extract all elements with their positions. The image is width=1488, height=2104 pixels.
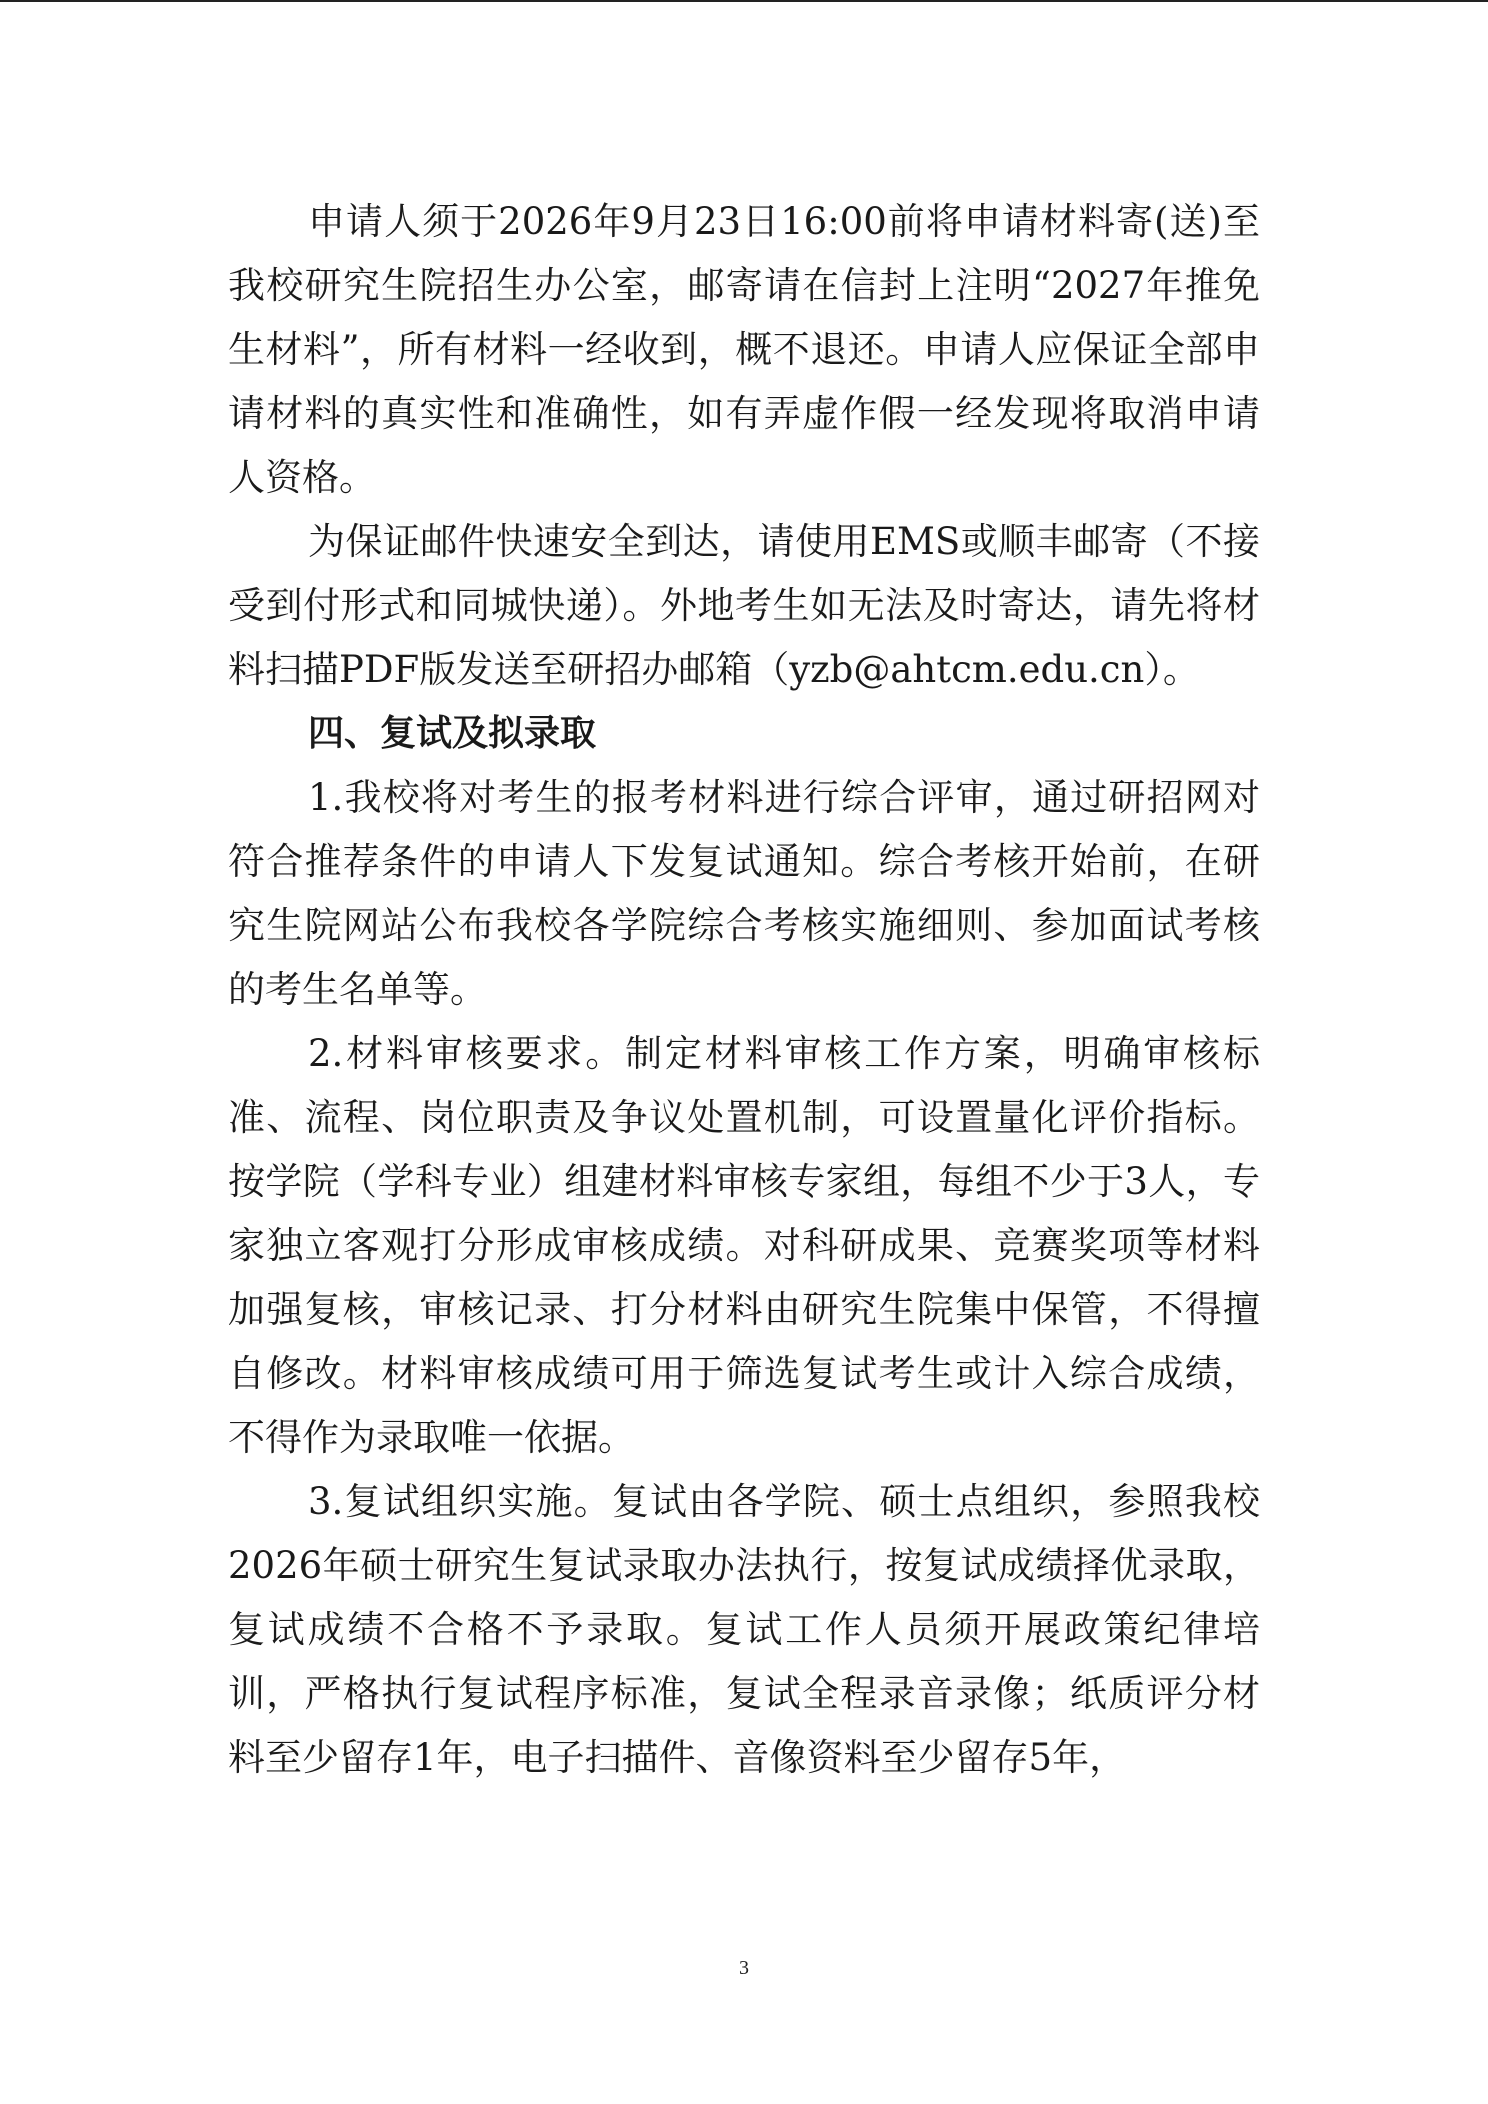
paragraph-material-review-requirements: 2.材料审核要求。制定材料审核工作方案，明确审核标准、流程、岗位职责及争议处置机制，可设置量化评价指标。按学院（学科专业）组建材料审核专家组，每组不少于3人，专家独立客观打分形成审核成绩。对科研成果、竞赛奖项等材料加强复核，审核记录、打分材料由研究生院集中保管，不得擅自修改。材料审核成绩可用于筛选复试考生或计入综合成绩，不得作为录取唯一依据。 xyxy=(228,1032,1260,1459)
paragraph-retest-implementation: 3.复试组织实施。复试由各学院、硕士点组织，参照我校2026年硕士研究生复试录取办法执行，按复试成绩择优录取，复试成绩不合格不予录取。复试工作人员须开展政策纪律培训，严格执行复试程序标准，复试全程录音录像；纸质评分材料至少留存1年，电子扫描件、音像资料至少留存5年， xyxy=(228,1480,1260,1779)
page-number: 3 xyxy=(739,1957,749,1979)
paragraph-comprehensive-review: 1.我校将对考生的报考材料进行综合评审，通过研招网对符合推荐条件的申请人下发复试通知。综合考核开始前，在研究生院网站公布我校各学院综合考核实施细则、参加面试考核的考生名单等。 xyxy=(228,776,1260,1011)
section-heading-retest-admission: 四、复试及拟录取 xyxy=(308,713,597,754)
paragraph-submission-deadline: 申请人须于2026年9月23日16:00前将申请材料寄(送)至我校研究生院招生办公室，邮寄请在信封上注明“2027年推免生材料”，所有材料一经收到，概不退还。申请人应保证全部申请材料的真实性和准确性，如有弄虚作假一经发现将取消申请人资格。 xyxy=(228,200,1260,499)
document-body xyxy=(228,190,1260,1790)
paragraph-mailing-instructions: 为保证邮件快速安全到达，请使用EMS或顺丰邮寄（不接受到付形式和同城快递）。外地考生如无法及时寄达，请先将材料扫描PDF版发送至研招办邮箱（yzb@ahtcm.edu.cn）。 xyxy=(228,520,1260,691)
